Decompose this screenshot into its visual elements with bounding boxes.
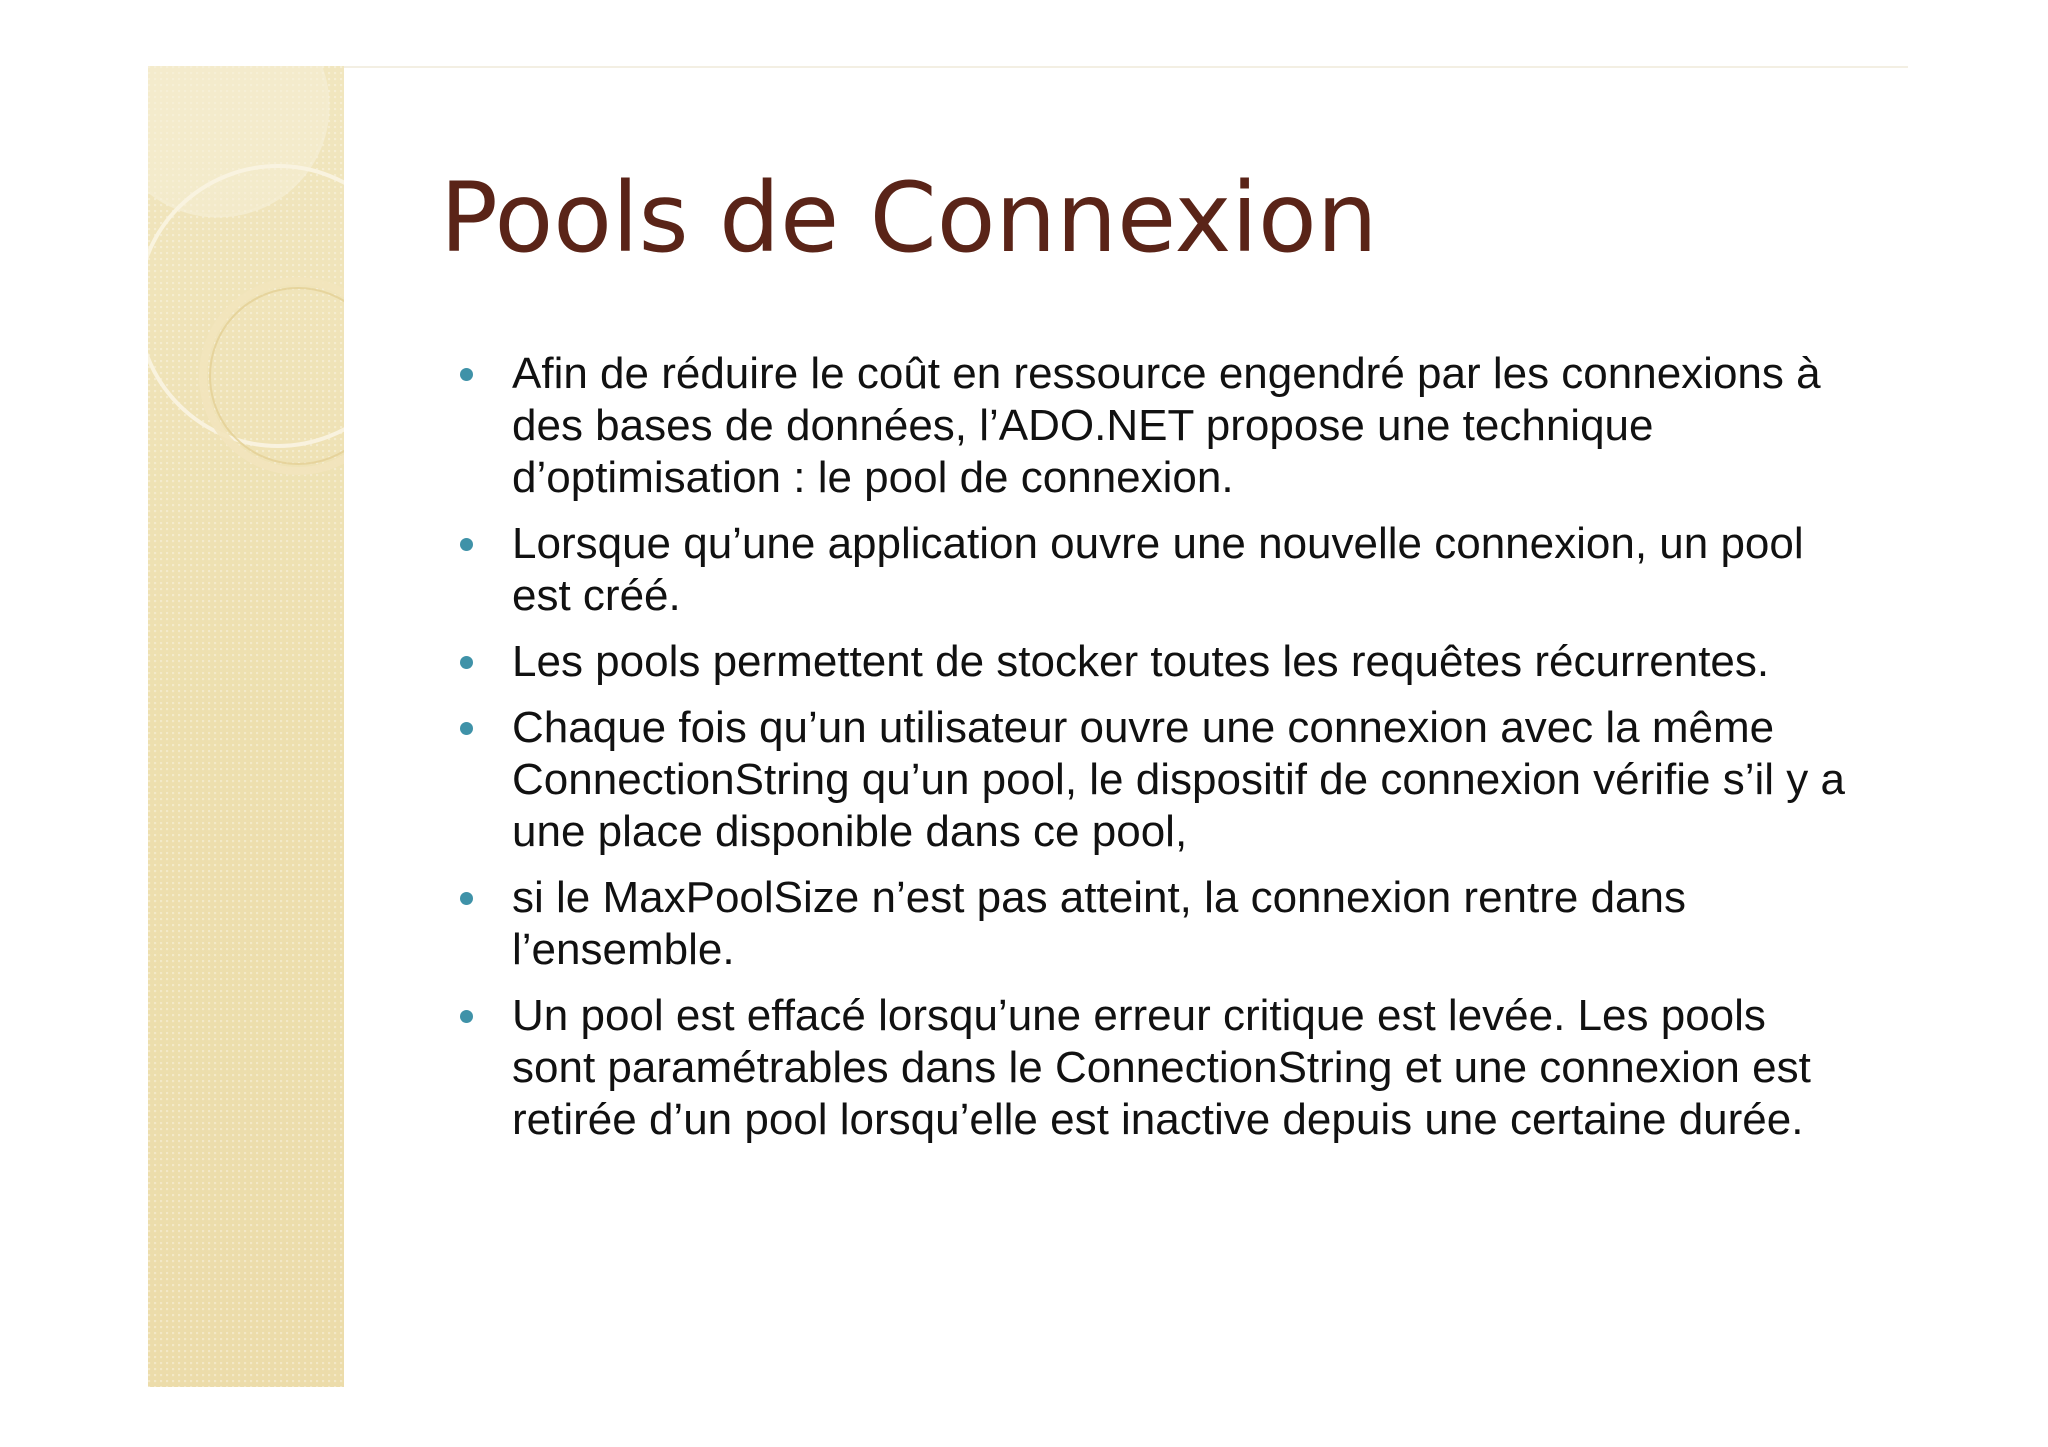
bullet-text: Afin de réduire le coût en ressource engendré par les connexions à des bases de données, l’ADO.NET propose une technique d’optimisation : le pool de connexion. bbox=[512, 349, 1821, 502]
bullet-list bbox=[456, 348, 1856, 1160]
bullet-item bbox=[456, 348, 1856, 504]
round-bullet-icon bbox=[460, 368, 473, 381]
bullet-text: Chaque fois qu’un utilisateur ouvre une connexion avec la même ConnectionString qu’un pool, le dispositif de connexion vérifie s’il y a une place disponible dans ce pool, bbox=[512, 703, 1845, 856]
round-bullet-icon bbox=[460, 722, 473, 735]
bullet-item bbox=[456, 636, 1856, 688]
bullet-item bbox=[456, 990, 1856, 1146]
bullet-item bbox=[456, 518, 1856, 622]
round-bullet-icon bbox=[460, 538, 473, 551]
slide-title: Pools de Connexion bbox=[440, 162, 1378, 274]
decorative-side-band bbox=[148, 66, 344, 1387]
bullet-text: si le MaxPoolSize n’est pas atteint, la connexion rentre dans l’ensemble. bbox=[512, 873, 1686, 974]
top-rule bbox=[148, 66, 1908, 68]
round-bullet-icon bbox=[460, 892, 473, 905]
circle-ornament bbox=[148, 66, 344, 1387]
bullet-text: Lorsque qu’une application ouvre une nouvelle connexion, un pool est créé. bbox=[512, 519, 1804, 620]
bullet-item bbox=[456, 702, 1856, 858]
bullet-text: Un pool est effacé lorsqu’une erreur critique est levée. Les pools sont paramétrables dans le ConnectionString et une connexion est retirée d’un pool lorsqu’elle est inactive depuis une certaine durée. bbox=[512, 991, 1811, 1144]
bullet-item bbox=[456, 872, 1856, 976]
bullet-text: Les pools permettent de stocker toutes les requêtes récurrentes. bbox=[512, 637, 1770, 686]
round-bullet-icon bbox=[460, 656, 473, 669]
round-bullet-icon bbox=[460, 1010, 473, 1023]
